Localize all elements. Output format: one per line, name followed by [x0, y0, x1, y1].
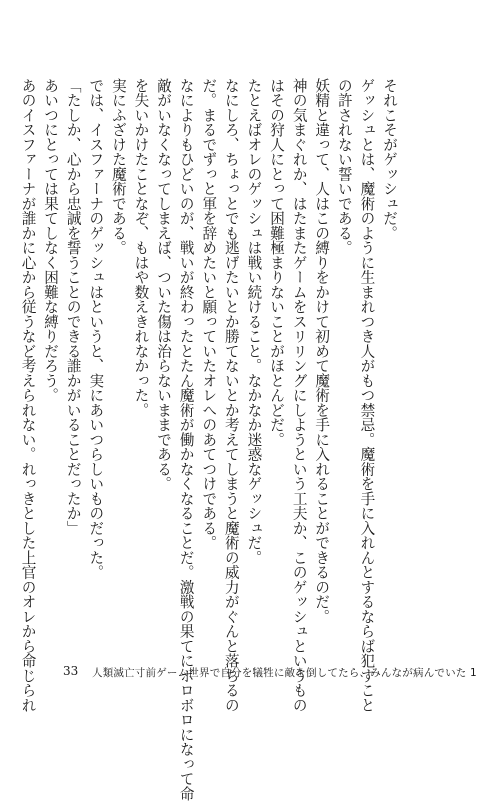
text-line: では、イスファーナのゲッシュはというと、実にあいつらしいものだった。	[87, 78, 105, 580]
text-line: だ。まるでずっと軍を辞めたいと願っていたオレへのあてつけである。	[200, 78, 218, 550]
running-title: 人類滅亡寸前ゲーム世界で自分を犠牲に敵を倒してたら、みんなが病んでいた 1	[92, 667, 477, 679]
text-line: 実にふざけた魔術である。	[109, 78, 127, 255]
text-line: ゲッシュとは、魔術のように生まれつき人がもつ禁忌。魔術を手に入れんとするならば犯すこと	[358, 78, 376, 713]
text-line: それこそがゲッシュだ。	[381, 78, 398, 241]
text-line: はその狩人にとって困難極まりないことがほとんどだ。	[268, 78, 286, 447]
text-line: 妖精と違って、人はこの縛りをかけて初めて魔術を手に入れることができるのだ。	[313, 78, 331, 624]
text-line: あいつにとっては果てしなく困難な縛りだろう。	[42, 78, 60, 403]
text-line: の許されない誓いである。	[335, 78, 353, 255]
text-line: を失いかけたことなぞ、もはや数えきれなかった。	[132, 78, 150, 418]
text-line: 「たしか、心から忠誠を誓うことのできる誰かがいることだったか」	[64, 78, 82, 536]
text-line: 神の気まぐれか、はたまたゲームをスリリングにしようという工夫か、このゲッシュというもの	[290, 78, 308, 713]
text-line: あのイスファーナが誰かに心から従うなど考えられない。れっきとした上官のオレから命じられ	[19, 78, 37, 713]
text-line: たとえばオレのゲッシュは戦い続けること。なかなか迷惑なゲッシュだ。	[245, 78, 263, 565]
text-line: なによりもひどいのが、戦いが終わったとたん魔術が働かなくなることだ。激戦の果てにボロボロになって命	[177, 78, 195, 801]
page-number: 33	[63, 664, 79, 678]
text-line: 敵がいなくなってしまえば、ついた傷は治らないままである。	[155, 78, 173, 491]
text-line: なにしろ、ちょっとでも逃げたいとか勝てないとか考えてしまうと魔術の威力がぐんと落ちるの	[222, 78, 240, 713]
